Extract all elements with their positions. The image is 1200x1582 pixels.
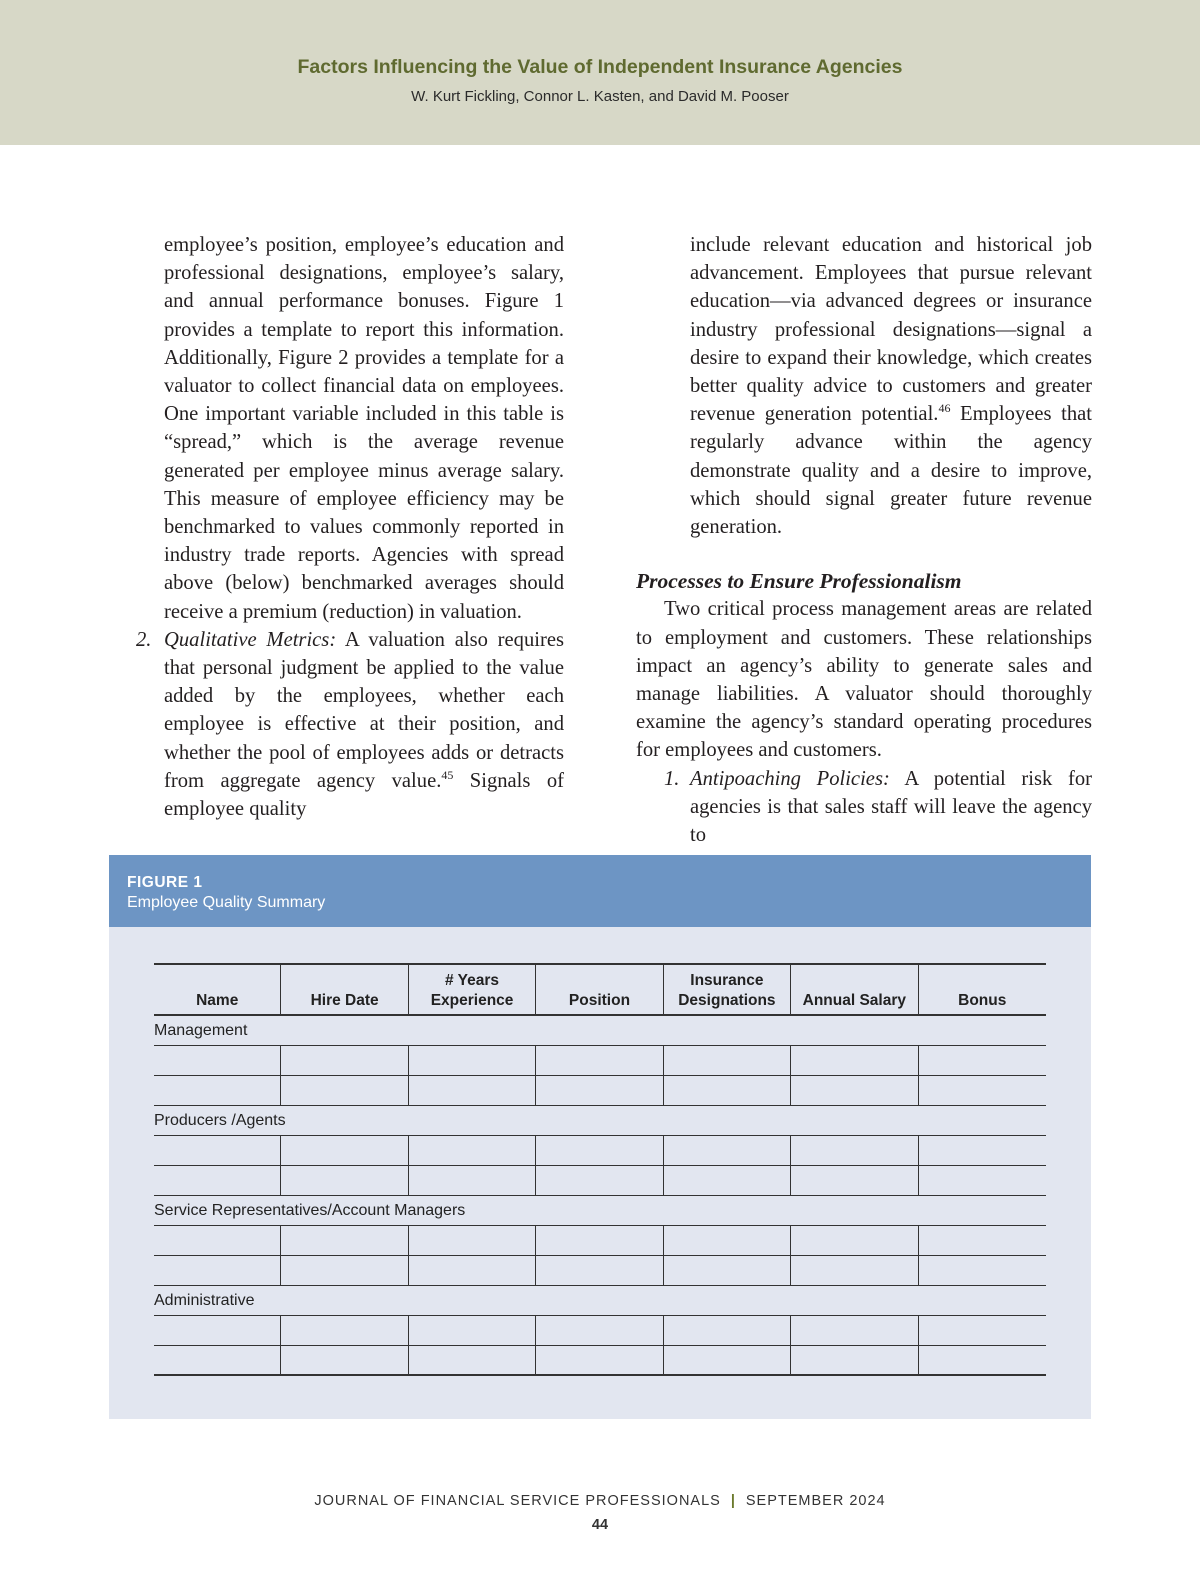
table-row bbox=[154, 1226, 1046, 1256]
table-cell[interactable] bbox=[281, 1046, 408, 1075]
table-cell[interactable] bbox=[919, 1346, 1046, 1374]
column-header: Position bbox=[536, 965, 663, 1016]
table-cell[interactable] bbox=[536, 1256, 663, 1285]
table-cell[interactable] bbox=[664, 1136, 791, 1165]
group-label-administrative: Administrative bbox=[154, 1286, 1046, 1316]
table-cell[interactable] bbox=[664, 1316, 791, 1345]
table-cell[interactable] bbox=[409, 1166, 536, 1195]
table-cell[interactable] bbox=[154, 1256, 281, 1285]
table-cell[interactable] bbox=[791, 1046, 918, 1075]
table-cell[interactable] bbox=[791, 1256, 918, 1285]
table-cell[interactable] bbox=[281, 1346, 408, 1374]
right-column bbox=[636, 231, 1092, 849]
list-item-body: A valuation also requires that personal judgment be applied to the value added by the employees, whether each employee is effective at their position, and whether the pool of employees adds or detracts from aggregate agency value. bbox=[164, 628, 564, 792]
table-cell[interactable] bbox=[919, 1046, 1046, 1075]
table-cell[interactable] bbox=[409, 1226, 536, 1255]
table-cell[interactable] bbox=[664, 1046, 791, 1075]
table-cell[interactable] bbox=[154, 1226, 281, 1255]
table-cell[interactable] bbox=[664, 1256, 791, 1285]
table-cell[interactable] bbox=[281, 1076, 408, 1105]
running-footer bbox=[0, 1493, 1200, 1509]
table-cell[interactable] bbox=[664, 1076, 791, 1105]
article-title: Factors Influencing the Value of Independent Insurance Agencies bbox=[297, 56, 903, 78]
group-label-management: Management bbox=[154, 1016, 1046, 1046]
list-item-body: A potential risk for agencies is that sales staff will leave the agency to bbox=[690, 767, 1092, 847]
list-item-qualitative-metrics bbox=[136, 626, 564, 823]
table-cell[interactable] bbox=[664, 1346, 791, 1374]
table-cell[interactable] bbox=[281, 1136, 408, 1165]
table-cell[interactable] bbox=[664, 1226, 791, 1255]
table-cell[interactable] bbox=[281, 1316, 408, 1345]
table-cell[interactable] bbox=[791, 1076, 918, 1105]
figure-label: FIGURE 1 bbox=[127, 874, 203, 891]
table-cell[interactable] bbox=[536, 1166, 663, 1195]
left-column bbox=[136, 231, 564, 823]
list-number: 2. bbox=[136, 628, 152, 651]
table-cell[interactable] bbox=[536, 1226, 663, 1255]
figure-header bbox=[109, 855, 1091, 927]
continued-paragraph bbox=[636, 231, 1092, 541]
table-row bbox=[154, 1046, 1046, 1076]
list-item-antipoaching bbox=[636, 765, 1092, 850]
group-label-producers: Producers /Agents bbox=[154, 1106, 1046, 1136]
section-heading: Processes to Ensure Professionalism bbox=[636, 569, 962, 594]
footer-separator: | bbox=[730, 1493, 736, 1509]
journal-name: JOURNAL OF FINANCIAL SERVICE PROFESSIONALS bbox=[314, 1493, 721, 1509]
table-cell[interactable] bbox=[536, 1316, 663, 1345]
figure-caption: Employee Quality Summary bbox=[127, 894, 326, 911]
page-number: 44 bbox=[591, 1517, 609, 1533]
table-cell[interactable] bbox=[919, 1226, 1046, 1255]
table-cell[interactable] bbox=[791, 1346, 918, 1374]
table-header bbox=[154, 963, 1046, 1016]
table-cell[interactable] bbox=[536, 1046, 663, 1075]
table-cell[interactable] bbox=[154, 1136, 281, 1165]
table-cell[interactable] bbox=[536, 1076, 663, 1105]
table-cell[interactable] bbox=[664, 1166, 791, 1195]
table-cell[interactable] bbox=[536, 1346, 663, 1374]
table-cell[interactable] bbox=[536, 1136, 663, 1165]
table-cell[interactable] bbox=[281, 1166, 408, 1195]
continued-text: include relevant education and historical job advancement. Employees that pursue relevant education—via advanced degrees or insurance industry professional designations—signal a desire to expand their knowledge, which creates better quality advice to customers and greater revenue generation potential. bbox=[690, 234, 1092, 426]
table-cell[interactable] bbox=[154, 1316, 281, 1345]
column-header: Bonus bbox=[958, 992, 1007, 1009]
footnote-ref[interactable]: 46 bbox=[938, 401, 951, 416]
running-header bbox=[0, 0, 1200, 145]
article-authors: W. Kurt Fickling, Connor L. Kasten, and David M. Pooser bbox=[411, 88, 789, 105]
table-cell[interactable] bbox=[409, 1346, 536, 1374]
table-cell[interactable] bbox=[919, 1136, 1046, 1165]
table-cell[interactable] bbox=[791, 1166, 918, 1195]
column-header: Hire Date bbox=[281, 965, 408, 1016]
table-cell[interactable] bbox=[791, 1226, 918, 1255]
table-cell[interactable] bbox=[791, 1136, 918, 1165]
table-cell[interactable] bbox=[409, 1046, 536, 1075]
table-cell[interactable] bbox=[154, 1076, 281, 1105]
table-cell[interactable] bbox=[409, 1256, 536, 1285]
left-paragraph: employee’s position, employee’s education and professional designations, employee’s salary, and annual performance bonuses. Figure 1 provides a template to report this information. Additionally, Figure 2 provides a template for a valuator to collect financial data on employees. One important variable included in this table is “spread,” which is the average revenue generated per employee minus average salary. This measure of employee efficiency may be benchmarked to values commonly reported in industry trade reports. Agencies with spread above (below) benchmarked averages should receive a premium (reduction) in valuation. bbox=[164, 234, 564, 623]
list-item-tail: Signals of employee quality bbox=[164, 769, 564, 821]
figure-1 bbox=[109, 855, 1091, 1419]
table-cell[interactable] bbox=[409, 1136, 536, 1165]
table-row bbox=[154, 1076, 1046, 1106]
table-row bbox=[154, 1136, 1046, 1166]
table-row bbox=[154, 1346, 1046, 1376]
table-row bbox=[154, 1256, 1046, 1286]
table-row bbox=[154, 1166, 1046, 1196]
table-cell[interactable] bbox=[154, 1346, 281, 1374]
table-cell[interactable] bbox=[791, 1316, 918, 1345]
table-cell[interactable] bbox=[154, 1046, 281, 1075]
list-item-label: Antipoaching Policies: bbox=[690, 767, 890, 790]
group-label-service-representatives: Service Representatives/Account Managers bbox=[154, 1196, 1046, 1226]
continued-tail: Employees that regularly advance within the agency demonstrate quality and a desire to improve, which should signal greater future revenue generation. bbox=[690, 403, 1092, 539]
table-cell[interactable] bbox=[919, 1166, 1046, 1195]
table-cell[interactable] bbox=[919, 1076, 1046, 1105]
table-cell[interactable] bbox=[154, 1166, 281, 1195]
table-cell[interactable] bbox=[919, 1256, 1046, 1285]
section-paragraph: Two critical process management areas are related to employment and customers. These relationships impact an agency’s ability to generate sales and manage liabilities. A valuator should thoroughly examine the agency’s standard operating procedures for employees and customers. bbox=[636, 598, 1092, 762]
column-header: Name bbox=[154, 965, 281, 1016]
table-cell[interactable] bbox=[409, 1316, 536, 1345]
column-header: # Years Experience bbox=[409, 965, 536, 1016]
footnote-ref[interactable]: 45 bbox=[441, 767, 454, 782]
column-header: Annual Salary bbox=[791, 965, 918, 1016]
list-item-label: Qualitative Metrics: bbox=[164, 628, 337, 651]
list-item-text bbox=[164, 626, 564, 823]
column-header: Insurance Designations bbox=[664, 965, 791, 1016]
table-cell[interactable] bbox=[281, 1226, 408, 1255]
table-cell[interactable] bbox=[409, 1076, 536, 1105]
table-cell[interactable] bbox=[919, 1316, 1046, 1345]
issue-date: SEPTEMBER 2024 bbox=[745, 1493, 886, 1509]
list-number: 1. bbox=[664, 767, 680, 790]
table-row bbox=[154, 1316, 1046, 1346]
employee-quality-table bbox=[154, 963, 1046, 1376]
table-cell[interactable] bbox=[281, 1256, 408, 1285]
